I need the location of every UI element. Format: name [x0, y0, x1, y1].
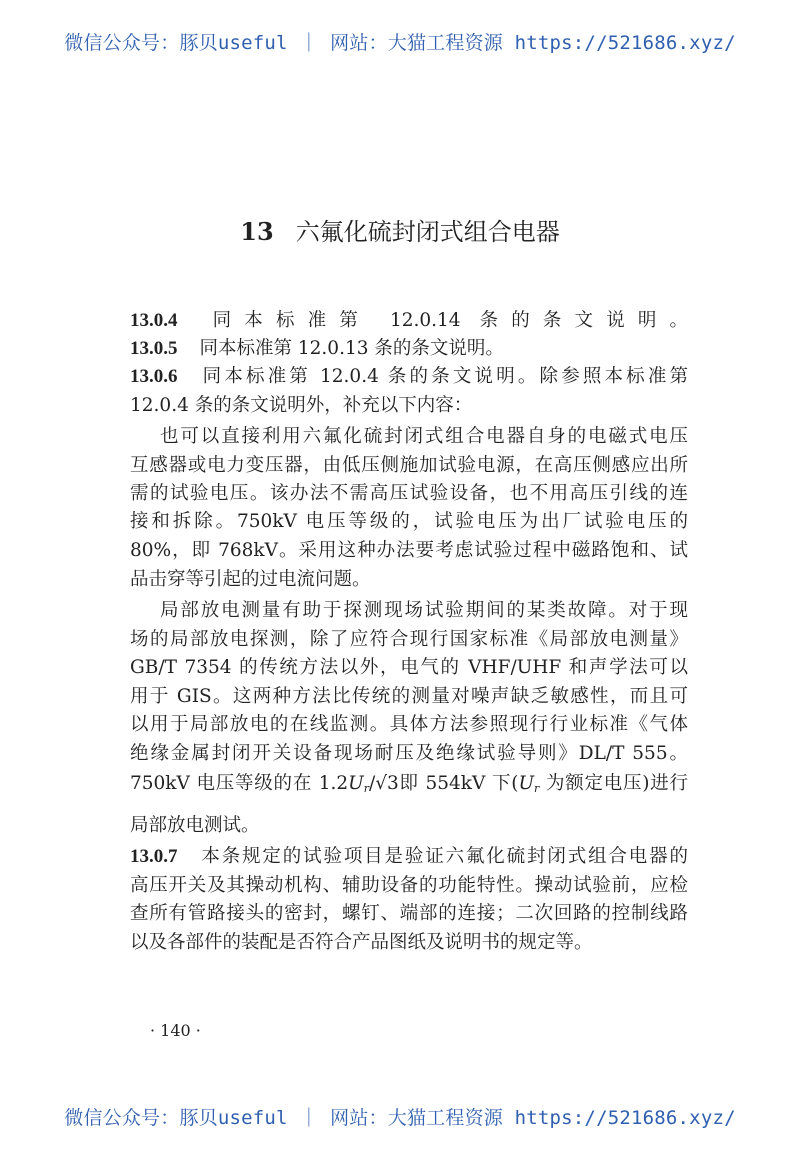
clause-13-0-4: [130, 309, 688, 333]
text-line: 绝缘金属封闭开关设备现场耐压及绝缘试验导则》DL/T 555。: [130, 743, 688, 764]
chapter-number: 13: [240, 217, 274, 246]
text-line: 场的局部放电探测，除了应符合现行国家标准《局部放电测量》: [130, 629, 688, 650]
chapter-title-text: 六氟化硫封闭式组合电器: [295, 218, 560, 246]
clause-13-0-5: [130, 337, 688, 361]
text-line: 互感器或电力变压器，由低压侧施加试验电源，在高压侧感应出所: [130, 455, 688, 476]
text-line: 高压开关及其操动机构、辅助设备的功能特性。操动试验前，应检: [130, 875, 688, 896]
text-line: 以及各部件的装配是否符合产品图纸及说明书的规定等。: [130, 932, 593, 953]
clause-13-0-7: [130, 845, 688, 869]
watermark-header: 微信公众号：豚贝useful ｜ 网站：大猫工程资源 https://521686.xyz/: [64, 32, 736, 54]
text-line: 用于 GIS。这两种方法比传统的测量对噪声缺乏敏感性，而且可: [130, 686, 688, 707]
clause-number: 13.0.4: [130, 310, 178, 331]
page-number: · 140 ·: [150, 1021, 201, 1040]
text-line: 查所有管路接头的密封，螺钉、端部的连接；二次回路的控制线路: [130, 903, 688, 924]
text-line: 需的试验电压。该办法不需高压试验设备，也不用高压引线的连: [130, 483, 688, 504]
subscript-r: r: [363, 782, 369, 795]
text-line: 80%，即 768kV。采用这种办法要考虑试验过程中磁路饱和、试: [130, 540, 688, 561]
clause-number: 13.0.6: [130, 366, 178, 387]
clause-text: 本条规定的试验项目是验证六氟化硫封闭式组合电器的: [199, 846, 688, 867]
text-line: 品击穿等引起的过电流问题。: [130, 569, 371, 590]
symbol-u: U: [518, 773, 535, 794]
text-line: 以用于局部放电的在线监测。具体方法参照现行行业标准《气体: [130, 714, 688, 735]
watermark-footer: 微信公众号：豚贝useful ｜ 网站：大猫工程资源 https://521686.xyz/: [64, 1107, 736, 1129]
clause-text: 同本标准第 12.0.13 条的条文说明。: [199, 338, 504, 359]
chapter-title: [0, 212, 800, 247]
text-line: GB/T 7354 的传统方法以外，电气的 VHF/UHF 和声学法可以: [130, 657, 688, 678]
symbol-u: U: [348, 773, 364, 794]
text-line: 12.0.4 条的条文说明外，补充以下内容：: [130, 395, 473, 416]
text-line: 局部放电测量有助于探测现场试验期间的某类故障。对于现: [160, 600, 688, 621]
text-line: 局部放电测试。: [130, 815, 260, 836]
text-seg: 750kV 电压等级的在 1.2: [130, 773, 349, 794]
clause-13-0-6: [130, 365, 688, 389]
clause-text: 同本标准第 12.0.14 条的条文说明。: [199, 310, 688, 331]
clause-number: 13.0.5: [130, 338, 178, 359]
text-seg: /√3即 554kV 下(: [369, 773, 519, 794]
formula-line: [130, 772, 688, 796]
text-seg: 为额定电压)进行: [539, 773, 688, 794]
clause-number: 13.0.7: [130, 846, 178, 867]
clause-text: 同本标准第 12.0.4 条的条文说明。除参照本标准第: [199, 366, 688, 387]
text-line: 接和拆除。750kV 电压等级的，试验电压为出厂试验电压的: [130, 511, 688, 532]
subscript-r: r: [534, 782, 540, 795]
text-line: 也可以直接利用六氟化硫封闭式组合电器自身的电磁式电压: [160, 426, 688, 447]
